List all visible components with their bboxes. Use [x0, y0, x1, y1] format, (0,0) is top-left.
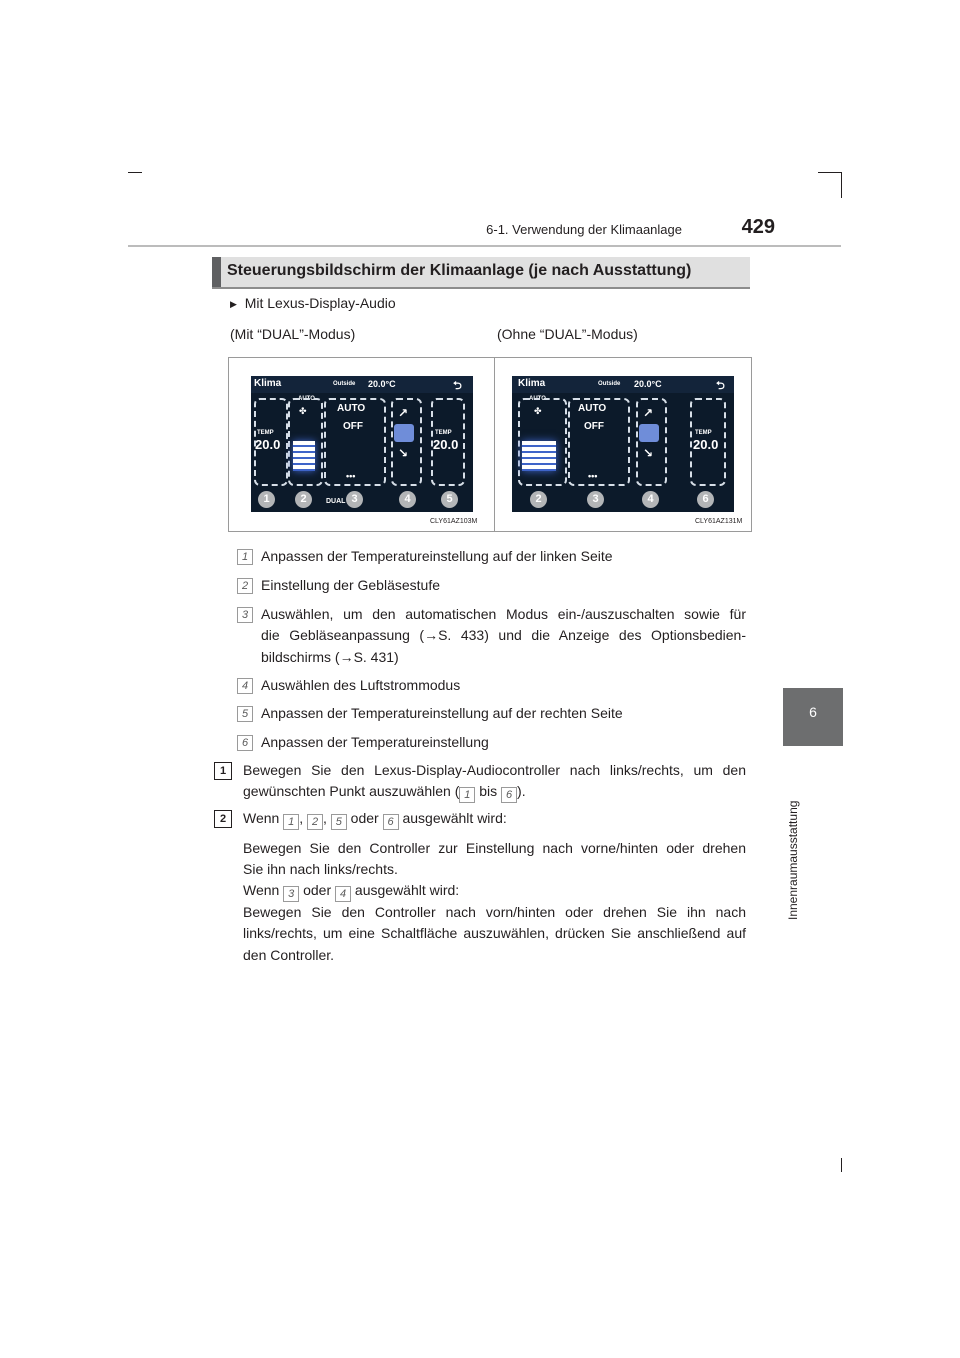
ref-number: 6	[501, 787, 517, 803]
right-temp-value: 20.0	[433, 437, 459, 452]
marker-4: 4	[642, 491, 659, 508]
crop-mark	[818, 172, 842, 173]
marker-3: 3	[587, 491, 604, 508]
left-temp-value: 20.0	[255, 437, 281, 452]
step-text-part: gewünschten Punkt auszuwählen (	[243, 783, 460, 799]
temp-value: 20.0	[693, 437, 719, 452]
step-text-line: Sie ihn nach links/rechts.	[243, 861, 398, 877]
chapter-title: Innenraumausstattung	[786, 800, 800, 920]
step-text-part: oder	[299, 882, 336, 898]
back-icon: ⮌	[453, 380, 462, 392]
outside-label: Outside	[333, 381, 356, 387]
screen-title-bar	[512, 376, 734, 393]
back-icon: ⮌	[716, 380, 725, 392]
mode-label-dual: (Mit “DUAL”-Modus)	[230, 326, 356, 342]
step-condition	[243, 880, 459, 902]
marker-4: 4	[399, 491, 416, 508]
legend-number: 1	[237, 549, 253, 565]
climate-screen-single	[512, 376, 734, 512]
more-button: •••	[588, 471, 598, 481]
figure-code: CLY61AZ131M	[695, 518, 743, 525]
running-header: 6-1. Verwendung der Klimaanlage	[486, 222, 682, 237]
airflow-feet-icon: ↘	[398, 446, 409, 460]
climate-screen-dual	[251, 376, 473, 512]
step-text-line: Bewegen Sie den Controller nach vorn/hinten oder drehen Sie ihn nach	[243, 904, 746, 920]
fan-level-bars	[293, 441, 315, 471]
legend-number: 2	[237, 578, 253, 594]
auto-indicator: AUTO	[529, 396, 546, 402]
outside-label: Outside	[598, 381, 621, 387]
marker-6: 6	[697, 491, 714, 508]
auto-indicator: AUTO	[298, 396, 315, 402]
step-text-part: ausgewählt wird:	[351, 882, 460, 898]
screen-title-bar	[251, 376, 473, 393]
variant-label	[230, 293, 396, 314]
legend-text: Anpassen der Temperatureinstellung auf der linken Seite	[261, 548, 613, 564]
ref-number: 1	[283, 814, 299, 830]
variant-label-text: Mit Lexus-Display-Audio	[244, 295, 396, 311]
step-condition: Wenn 1 , 2 , 5 oder 6 ausgewählt wird:	[243, 810, 507, 828]
outside-temp: 20.0°C	[368, 379, 396, 389]
marker-3: 3	[346, 491, 363, 508]
step-text-part: Wenn	[243, 810, 284, 826]
marker-5: 5	[441, 491, 458, 508]
crop-mark	[841, 172, 842, 198]
step-text-line: Bewegen Sie den Lexus-Display-Audiocontroller nach links/rechts, um den	[243, 762, 746, 778]
temp-label-right: TEMP	[435, 430, 452, 436]
airflow-selected	[394, 424, 414, 442]
ref-number: 4	[335, 886, 351, 902]
step-number: 2	[214, 810, 232, 828]
airflow-face-icon: ↗	[643, 406, 654, 420]
ref-number: 1	[459, 787, 475, 803]
outside-temp: 20.0°C	[634, 379, 662, 389]
chapter-number: 6	[809, 704, 817, 720]
step-text-line: den Controller.	[243, 947, 335, 963]
legend-text-line: Auswählen, um den automatischen Modus ein-/auszuschalten sowie für	[261, 606, 746, 622]
legend-number: 3	[237, 607, 253, 623]
legend-text: Auswählen des Luftstrommodus	[261, 677, 461, 693]
fan-icon: ✤	[299, 406, 307, 416]
step-text-part: oder	[346, 810, 383, 826]
step-text-part: ).	[517, 783, 526, 799]
legend-number: 6	[237, 735, 253, 751]
off-button: OFF	[584, 421, 604, 432]
section-heading-bar	[212, 257, 221, 287]
step-text-line: Bewegen Sie den Controller zur Einstellung nach vorne/hinten oder drehen	[243, 840, 746, 856]
legend-text-line: die Gebläseanpassung (→S. 433) und die Anzeige des Optionsbedien-	[261, 627, 746, 643]
legend-text: Anpassen der Temperatureinstellung	[261, 734, 489, 750]
airflow-feet-icon: ↘	[643, 446, 654, 460]
auto-button: AUTO	[578, 403, 607, 414]
section-heading	[212, 257, 750, 289]
figure-code: CLY61AZ103M	[430, 518, 478, 525]
marker-1: 1	[258, 491, 275, 508]
page-number: 429	[741, 216, 775, 238]
auto-button: AUTO	[337, 403, 366, 414]
ref-number: 6	[383, 814, 399, 830]
ref-number: 3	[283, 886, 299, 902]
header-rule	[128, 245, 841, 247]
legend-text: Anpassen der Temperatureinstellung auf der rechten Seite	[261, 705, 623, 721]
legend-text-line: bildschirms (→S. 431)	[261, 649, 399, 665]
marker-2: 2	[295, 491, 312, 508]
screen-title: Klima	[254, 378, 282, 389]
airflow-selected	[639, 424, 659, 442]
fan-level-bars	[522, 441, 556, 471]
mode-label-no-dual: (Ohne “DUAL”-Modus)	[497, 326, 638, 342]
ref-number: 2	[307, 814, 323, 830]
marker-2: 2	[530, 491, 547, 508]
more-button: •••	[346, 471, 356, 481]
off-button: OFF	[343, 421, 363, 432]
crop-mark	[128, 172, 142, 173]
section-title: Steuerungsbildschirm der Klimaanlage (je nach Ausstattung)	[227, 262, 692, 279]
step-number: 1	[214, 762, 232, 780]
chapter-tab	[783, 688, 843, 746]
step-text-line	[243, 781, 526, 803]
dual-label: DUAL	[326, 498, 346, 505]
airflow-face-icon: ↗	[398, 406, 409, 420]
legend-text: Einstellung der Gebläsestufe	[261, 577, 440, 593]
legend-number: 4	[237, 678, 253, 694]
step-text-part: ausgewählt wird:	[398, 810, 507, 826]
screen-title: Klima	[518, 378, 546, 389]
crop-mark	[841, 1158, 842, 1172]
fan-icon: ✤	[534, 406, 542, 416]
triangle-bullet-icon: ▶	[230, 299, 237, 309]
temp-label-left: TEMP	[257, 430, 274, 436]
screenshot-divider	[494, 357, 495, 531]
legend-number: 5	[237, 706, 253, 722]
step-text-part: bis	[475, 783, 502, 799]
ref-number: 5	[331, 814, 347, 830]
step-text-line: links/rechts, um eine Schaltfläche auszuwählen, drücken Sie anschließend auf	[243, 925, 746, 941]
step-text-part: Wenn	[243, 882, 284, 898]
temp-label: TEMP	[695, 430, 712, 436]
